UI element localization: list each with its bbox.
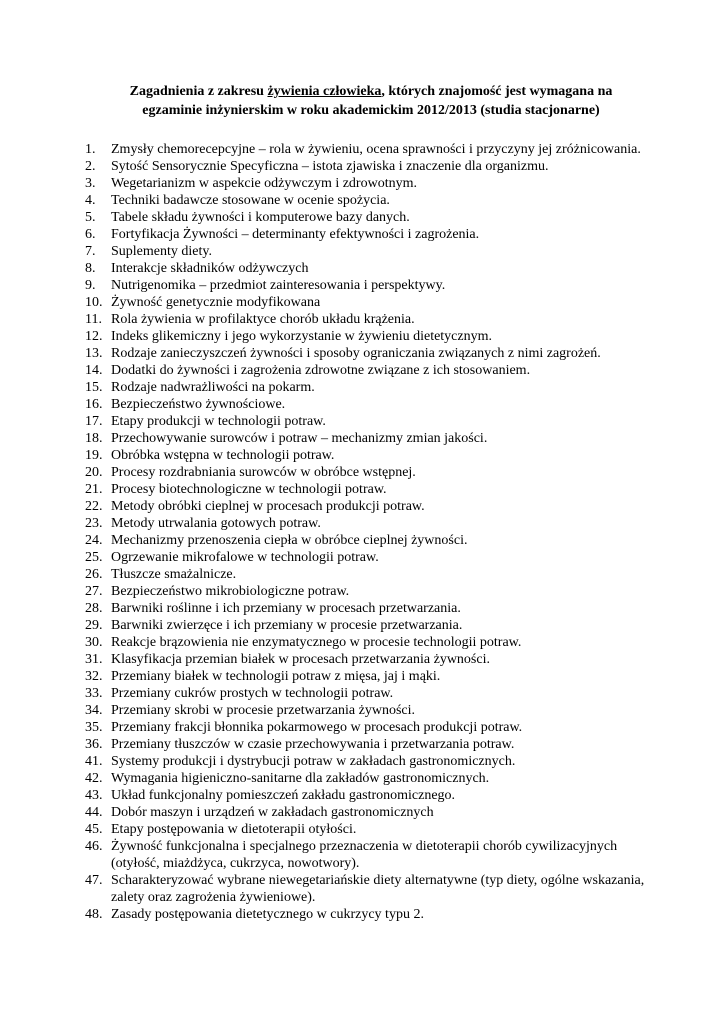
item-number: 11. — [85, 312, 102, 327]
list-item — [85, 736, 657, 753]
item-number: 48. — [85, 907, 103, 922]
list-item — [85, 583, 657, 600]
item-text: Przemiany frakcji błonnika pokarmowego w procesach produkcji potraw. — [111, 720, 523, 735]
item-number: 34. — [85, 703, 103, 718]
list-item — [85, 175, 657, 192]
item-text: Rodzaje zanieczyszczeń żywności i sposoby ograniczania związanych z nimi zagrożeń. — [111, 346, 601, 361]
list-item — [85, 787, 657, 804]
item-number: 41. — [85, 754, 103, 769]
list-item — [85, 158, 657, 175]
item-number: 25. — [85, 550, 103, 565]
item-text: Przechowywanie surowców i potraw – mechanizmy zmian jakości. — [111, 431, 488, 446]
list-item — [85, 872, 657, 906]
item-text: Tłuszcze smażalnicze. — [111, 567, 237, 582]
item-text: Przemiany skrobi w procesie przetwarzania żywności. — [111, 703, 415, 718]
list-item — [85, 532, 657, 549]
list-item — [85, 481, 657, 498]
item-number: 2. — [85, 159, 96, 174]
list-item — [85, 685, 657, 702]
item-text: Etapy postępowania w dietoterapii otyłości. — [111, 822, 357, 837]
list-item — [85, 447, 657, 464]
item-text: Przemiany białek w technologii potraw z mięsa, jaj i mąki. — [111, 669, 441, 684]
list-item — [85, 294, 657, 311]
item-text: Układ funkcjonalny pomieszczeń zakładu gastronomicznego. — [111, 788, 456, 803]
list-item — [85, 192, 657, 209]
item-number: 43. — [85, 788, 103, 803]
item-text: Procesy biotechnologiczne w technologii potraw. — [111, 482, 387, 497]
item-text: Wymagania higieniczno-sanitarne dla zakładów gastronomicznych. — [111, 771, 490, 786]
list-item — [85, 243, 657, 260]
item-text: Scharakteryzować wybrane niewegetariańskie diety alternatywne (typ diety, ogólne wskazania, zalety oraz zagrożenia żywieniowe). — [111, 873, 645, 905]
list-item — [85, 651, 657, 668]
list-item — [85, 362, 657, 379]
title-text-start: Zagadnienia z zakresu — [129, 84, 268, 99]
item-number: 1. — [85, 142, 96, 157]
list-item — [85, 549, 657, 566]
list-item — [85, 600, 657, 617]
item-text: Interakcje składników odżywczych — [111, 261, 309, 276]
item-number: 24. — [85, 533, 103, 548]
list-item — [85, 838, 657, 872]
item-number: 9. — [85, 278, 96, 293]
list-item — [85, 464, 657, 481]
list-item — [85, 498, 657, 515]
item-number: 36. — [85, 737, 103, 752]
item-number: 16. — [85, 397, 103, 412]
item-number: 23. — [85, 516, 103, 531]
item-text: Barwniki zwierzęce i ich przemiany w procesie przetwarzania. — [111, 618, 463, 633]
item-number: 30. — [85, 635, 103, 650]
list-item — [85, 753, 657, 770]
item-text: Żywność genetycznie modyfikowana — [111, 295, 321, 310]
item-number: 31. — [85, 652, 103, 667]
list-item — [85, 209, 657, 226]
list-item — [85, 430, 657, 447]
list-item — [85, 515, 657, 532]
item-number: 32. — [85, 669, 103, 684]
item-number: 42. — [85, 771, 103, 786]
item-text: Zmysły chemorecepcyjne – rola w żywieniu, ocena sprawności i przyczyny jej zróżnicowania. — [111, 142, 641, 157]
item-text: Rodzaje nadwrażliwości na pokarm. — [111, 380, 315, 395]
item-number: 35. — [85, 720, 103, 735]
item-number: 46. — [85, 839, 103, 854]
list-item — [85, 804, 657, 821]
item-text: Systemy produkcji i dystrybucji potraw w zakładach gastronomicznych. — [111, 754, 516, 769]
item-number: 20. — [85, 465, 103, 480]
item-text: Mechanizmy przenoszenia ciepła w obróbce cieplnej żywności. — [111, 533, 468, 548]
item-text: Klasyfikacja przemian białek w procesach przetwarzania żywności. — [111, 652, 490, 667]
list-item — [85, 277, 657, 294]
item-number: 45. — [85, 822, 103, 837]
item-text: Dobór maszyn i urządzeń w zakładach gastronomicznych — [111, 805, 434, 820]
topic-list — [85, 141, 657, 923]
item-number: 18. — [85, 431, 103, 446]
list-item — [85, 719, 657, 736]
list-item — [85, 413, 657, 430]
list-item — [85, 226, 657, 243]
item-number: 13. — [85, 346, 103, 361]
item-text: Metody utrwalania gotowych potraw. — [111, 516, 321, 531]
item-text: Fortyfikacja Żywności – determinanty efektywności i zagrożenia. — [111, 227, 480, 242]
item-number: 26. — [85, 567, 103, 582]
item-text: Bezpieczeństwo żywnościowe. — [111, 397, 286, 412]
item-text: Barwniki roślinne i ich przemiany w procesach przetwarzania. — [111, 601, 461, 616]
item-number: 22. — [85, 499, 103, 514]
item-number: 8. — [85, 261, 96, 276]
list-item — [85, 396, 657, 413]
list-item — [85, 702, 657, 719]
list-item — [85, 260, 657, 277]
item-text: Metody obróbki cieplnej w procesach produkcji potraw. — [111, 499, 425, 514]
item-number: 47. — [85, 873, 103, 888]
title-underlined-text: żywienia człowieka — [267, 84, 382, 99]
item-text: Tabele składu żywności i komputerowe bazy danych. — [111, 210, 410, 225]
item-text: Rola żywienia w profilaktyce chorób układu krążenia. — [111, 312, 415, 327]
item-text: Nutrigenomika – przedmiot zainteresowania i perspektywy. — [111, 278, 446, 293]
item-number: 3. — [85, 176, 96, 191]
item-text: Ogrzewanie mikrofalowe w technologii potraw. — [111, 550, 379, 565]
title-text-end: , których znajomość jest wymagana na egzaminie inżynierskim w roku akademickim 2012/2013 (studia stacjonarne) — [142, 84, 613, 118]
item-text: Przemiany cukrów prostych w technologii potraw. — [111, 686, 394, 701]
item-number: 28. — [85, 601, 103, 616]
list-item — [85, 906, 657, 923]
item-text: Reakcje brązowienia nie enzymatycznego w procesie technologii potraw. — [111, 635, 522, 650]
list-item — [85, 566, 657, 583]
item-number: 12. — [85, 329, 103, 344]
list-item — [85, 634, 657, 651]
item-text: Etapy produkcji w technologii potraw. — [111, 414, 326, 429]
item-text: Techniki badawcze stosowane w ocenie spożycia. — [111, 193, 390, 208]
item-number: 14. — [85, 363, 103, 378]
list-item — [85, 379, 657, 396]
item-text: Wegetarianizm w aspekcie odżywczym i zdrowotnym. — [111, 176, 417, 191]
item-text: Zasady postępowania dietetycznego w cukrzycy typu 2. — [111, 907, 424, 922]
list-item — [85, 345, 657, 362]
item-number: 5. — [85, 210, 96, 225]
item-number: 21. — [85, 482, 103, 497]
item-text: Bezpieczeństwo mikrobiologiczne potraw. — [111, 584, 350, 599]
list-item — [85, 328, 657, 345]
item-text: Procesy rozdrabniania surowców w obróbce wstępnej. — [111, 465, 416, 480]
item-number: 44. — [85, 805, 103, 820]
item-number: 33. — [85, 686, 103, 701]
item-number: 17. — [85, 414, 103, 429]
document-title — [101, 82, 641, 120]
item-text: Dodatki do żywności i zagrożenia zdrowotne związane z ich stosowaniem. — [111, 363, 531, 378]
item-number: 29. — [85, 618, 103, 633]
item-number: 15. — [85, 380, 103, 395]
item-number: 7. — [85, 244, 96, 259]
list-item — [85, 668, 657, 685]
list-item — [85, 770, 657, 787]
item-number: 6. — [85, 227, 96, 242]
item-number: 27. — [85, 584, 103, 599]
list-item — [85, 311, 657, 328]
item-text: Sytość Sensorycznie Specyficzna – istota zjawiska i znaczenie dla organizmu. — [111, 159, 549, 174]
item-number: 19. — [85, 448, 103, 463]
list-item — [85, 821, 657, 838]
item-text: Żywność funkcjonalna i specjalnego przeznaczenia w dietoterapii chorób cywilizacyjnych (otyłość, miażdżyca, cukrzyca, nowotwory). — [111, 839, 618, 871]
item-number: 4. — [85, 193, 96, 208]
item-text: Obróbka wstępna w technologii potraw. — [111, 448, 335, 463]
item-text: Indeks glikemiczny i jego wykorzystanie w żywieniu dietetycznym. — [111, 329, 493, 344]
item-text: Przemiany tłuszczów w czasie przechowywania i przetwarzania potraw. — [111, 737, 515, 752]
list-item — [85, 141, 657, 158]
list-item — [85, 617, 657, 634]
item-text: Suplementy diety. — [111, 244, 212, 259]
item-number: 10. — [85, 295, 103, 310]
